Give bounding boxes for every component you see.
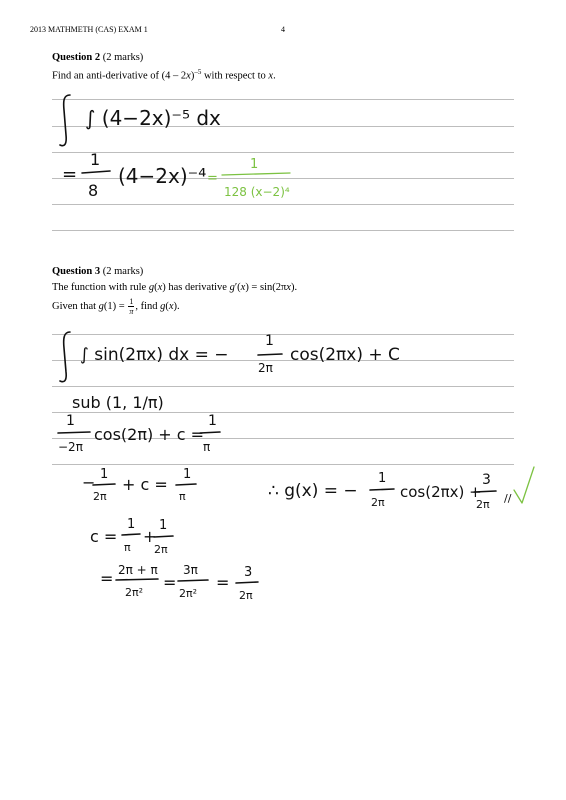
q3-bar2 — [178, 580, 208, 581]
question-3-prompt-line1: The function with rule g(x) has derivative g′(x) = sin(2πx). — [52, 282, 298, 293]
q3-line3-den: −2π — [58, 440, 83, 454]
q3-n1: 2π + π — [118, 563, 158, 577]
q3-c-n1: 1 — [127, 517, 136, 532]
q2-frac-bar — [82, 171, 110, 173]
q3-line3-rnum: 1 — [208, 413, 217, 429]
question-2-prompt: Find an anti-derivative of (4 – 2x)$^{-5}$ with respect to x. — [52, 68, 276, 82]
q3-c-bar2 — [154, 536, 173, 537]
q3-line1-den: 2π — [258, 361, 273, 375]
q3-line3-rden: π — [203, 440, 211, 454]
q3-line4-pre: − — [82, 473, 96, 492]
q3-answer-pre: ∴ g(x) = − — [268, 481, 358, 501]
q2-line2-rest: (4−2x)⁻⁴ — [118, 164, 207, 188]
q3-line1-integral: ∫ sin(2πx) dx = − — [80, 345, 229, 365]
q3-line4-num: 1 — [100, 467, 109, 482]
question-3-label: Question 3 — [52, 266, 101, 277]
question-3-marks: (2 marks) — [102, 266, 144, 277]
q2-green-den: 128 (x−2)⁴ — [224, 185, 290, 199]
q2-green-bar — [222, 173, 290, 175]
q3-line4-rden: π — [179, 490, 186, 503]
q2-green-equals: = — [207, 171, 218, 186]
q3-c-pre: c = — [90, 527, 118, 546]
q3-n2: 3π — [183, 563, 198, 577]
check-mark-icon — [514, 467, 534, 503]
q3-answer-rbar — [474, 491, 496, 492]
q3-c-bar1 — [122, 534, 140, 535]
q3-answer-rnum: 3 — [482, 472, 491, 488]
page-number: 4 — [281, 25, 285, 34]
integral-sign-icon — [60, 332, 70, 382]
q2-line1: ∫ (4−2x)⁻⁵ dx — [85, 106, 221, 130]
question-3-prompt-line2: Given that g(1) = $\frac{1}{\pi}$ , find g(x). — [52, 297, 180, 316]
q3-line4-rnum: 1 — [183, 467, 192, 482]
q2-frac-den: 8 — [88, 181, 99, 200]
q3-answer-den: 2π — [371, 496, 385, 509]
q3-line1-rest: cos(2πx) + C — [290, 345, 400, 365]
q3-eq2: = — [163, 573, 177, 592]
q3-answer-num: 1 — [378, 471, 387, 486]
q3-answer-end: // — [504, 492, 512, 505]
q3-answer-mid: cos(2πx) + — [400, 483, 482, 501]
q3-line1-bar — [258, 354, 282, 355]
q3-d2: 2π² — [179, 587, 198, 600]
q2-frac-num: 1 — [90, 150, 101, 169]
q3-line4-den: 2π — [93, 490, 107, 503]
q3-line2-sub: sub (1, 1/π) — [72, 393, 164, 412]
question-2-label: Question 2 — [52, 52, 101, 63]
q3-line1-num: 1 — [265, 333, 274, 349]
q3-c-d1: π — [124, 541, 131, 554]
q3-line3-num: 1 — [66, 413, 75, 429]
q3-eq3: = — [216, 573, 230, 592]
question-2-marks: (2 marks) — [102, 52, 144, 63]
q3-answer-rden: 2π — [476, 498, 490, 511]
q3-c-plus: + — [143, 527, 157, 546]
q3-bar3 — [236, 582, 258, 583]
q2-equals: = — [62, 164, 78, 185]
q3-line3-rbar — [200, 432, 220, 433]
q3-line4-bar — [93, 484, 115, 485]
q3-n3: 3 — [244, 565, 253, 580]
given-fraction: $\frac{1}{\pi}$ — [129, 297, 134, 316]
q3-line4-rbar — [176, 484, 196, 485]
integral-sign-icon — [60, 95, 70, 146]
q3-line4-mid: + c = — [122, 475, 168, 494]
q3-c-n2: 1 — [159, 518, 168, 533]
q3-eq1: = — [100, 569, 114, 588]
q3-d3: 2π — [239, 589, 253, 602]
q3-c-d2: 2π — [154, 543, 168, 556]
q3-answer-bar — [370, 489, 394, 490]
q3-line3-mid: cos(2π) + c = — [94, 425, 205, 444]
q3-bar1 — [116, 579, 158, 580]
q3-line3-bar — [58, 432, 90, 433]
exam-header: 2013 MATHMETH (CAS) EXAM 1 — [30, 25, 148, 34]
q2-green-num: 1 — [250, 157, 259, 172]
q3-d1: 2π² — [125, 586, 144, 599]
